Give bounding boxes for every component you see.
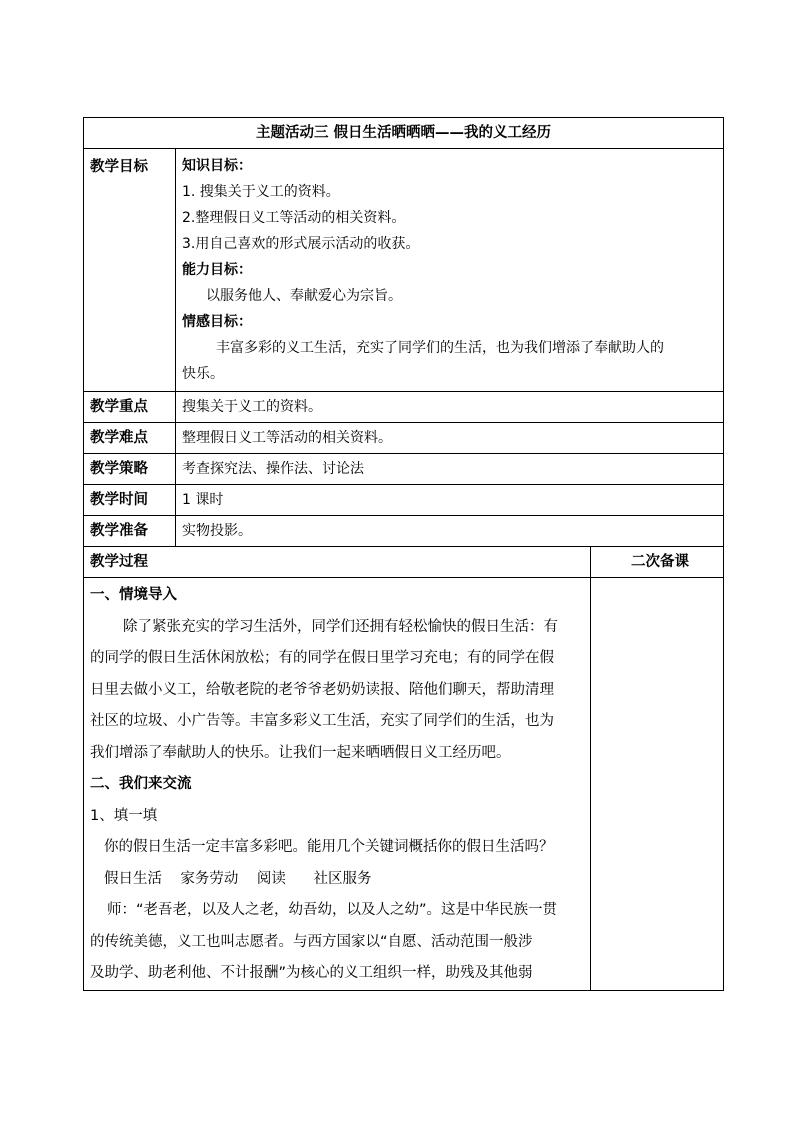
time-value: 1 课时 xyxy=(176,485,724,516)
objectives-row xyxy=(84,149,724,392)
difficulty-row xyxy=(84,423,724,454)
difficulty-value: 整理假日义工等活动的相关资料。 xyxy=(176,423,724,454)
teacher-line: 的传统美德，义工也叫志愿者。与西方国家以“自愿、活动范围一般涉 xyxy=(90,933,533,950)
section-heading: 一、情境导入 xyxy=(90,587,177,603)
preparation-label: 教学准备 xyxy=(84,516,176,547)
teacher-line: 及助学、助老利他、不计报酬”为核心的义工组织一样，助残及其他弱 xyxy=(90,965,533,981)
knowledge-item: 2.整理假日义工等活动的相关资料。 xyxy=(182,210,406,226)
strategy-value: 考查探究法、操作法、讨论法 xyxy=(176,454,724,485)
keywords-line: 假日生活 家务劳动 阅读 社区服务 xyxy=(104,870,372,887)
preparation-row xyxy=(84,516,724,547)
subsection-heading: 1、填一填 xyxy=(90,807,158,824)
emotion-title: 情感目标： xyxy=(182,314,252,330)
knowledge-item: 3.用自己喜欢的形式展示活动的收获。 xyxy=(182,236,420,252)
paragraph-line: 的同学的假日生活休闲放松；有的同学在假日里学习充电；有的同学在假 xyxy=(90,650,554,666)
time-row xyxy=(84,485,724,516)
emotion-text-line: 丰富多彩的义工生活，充实了同学们的生活，也为我们增添了奉献助人的 xyxy=(216,340,664,356)
page-title: 主题活动三 假日生活晒晒晒——我的义工经历 xyxy=(84,118,724,149)
lesson-plan-table xyxy=(83,117,724,991)
process-label: 教学过程 xyxy=(84,547,591,578)
strategy-row xyxy=(84,454,724,485)
ability-text: 以服务他人、奉献爱心为宗旨。 xyxy=(206,288,402,304)
knowledge-title: 知识目标： xyxy=(182,158,252,174)
key-point-row xyxy=(84,392,724,423)
knowledge-item: 1. 搜集关于义工的资料。 xyxy=(182,184,340,200)
preparation-value: 实物投影。 xyxy=(176,516,724,547)
emotion-text-line: 快乐。 xyxy=(182,366,224,382)
paragraph-line: 我们增添了奉献助人的快乐。让我们一起来晒晒假日义工经历吧。 xyxy=(90,744,511,761)
key-point-value: 搜集关于义工的资料。 xyxy=(176,392,724,423)
strategy-label: 教学策略 xyxy=(84,454,176,485)
second-prep-label: 二次备课 xyxy=(591,547,724,578)
second-prep-content[interactable] xyxy=(591,578,724,991)
process-header-row xyxy=(84,547,724,578)
objectives-label: 教学目标 xyxy=(84,149,176,392)
ability-title: 能力目标： xyxy=(182,262,252,278)
key-point-label: 教学重点 xyxy=(84,392,176,423)
process-content xyxy=(84,578,591,991)
title-row xyxy=(84,118,724,149)
objectives-content xyxy=(176,149,724,392)
difficulty-label: 教学难点 xyxy=(84,423,176,454)
process-body-row xyxy=(84,578,724,991)
paragraph-line: 除了紧张充实的学习生活外，同学们还拥有轻松愉快的假日生活：有 xyxy=(123,618,558,635)
teacher-line: 师：“老吾老，以及人之老，幼吾幼，以及人之幼”。这是中华民族一贯 xyxy=(107,902,558,918)
section-heading: 二、我们来交流 xyxy=(90,776,192,792)
question-line: 你的假日生活一定丰富多彩吧。能用几个关键词概括你的假日生活吗？ xyxy=(104,839,554,855)
paragraph-line: 社区的垃圾、小广告等。丰富多彩义工生活，充实了同学们的生活，也为 xyxy=(90,713,554,729)
time-label: 教学时间 xyxy=(84,485,176,516)
paragraph-line: 日里去做小义工，给敬老院的老爷爷老奶奶读报、陪他们聊天，帮助清理 xyxy=(90,681,554,698)
